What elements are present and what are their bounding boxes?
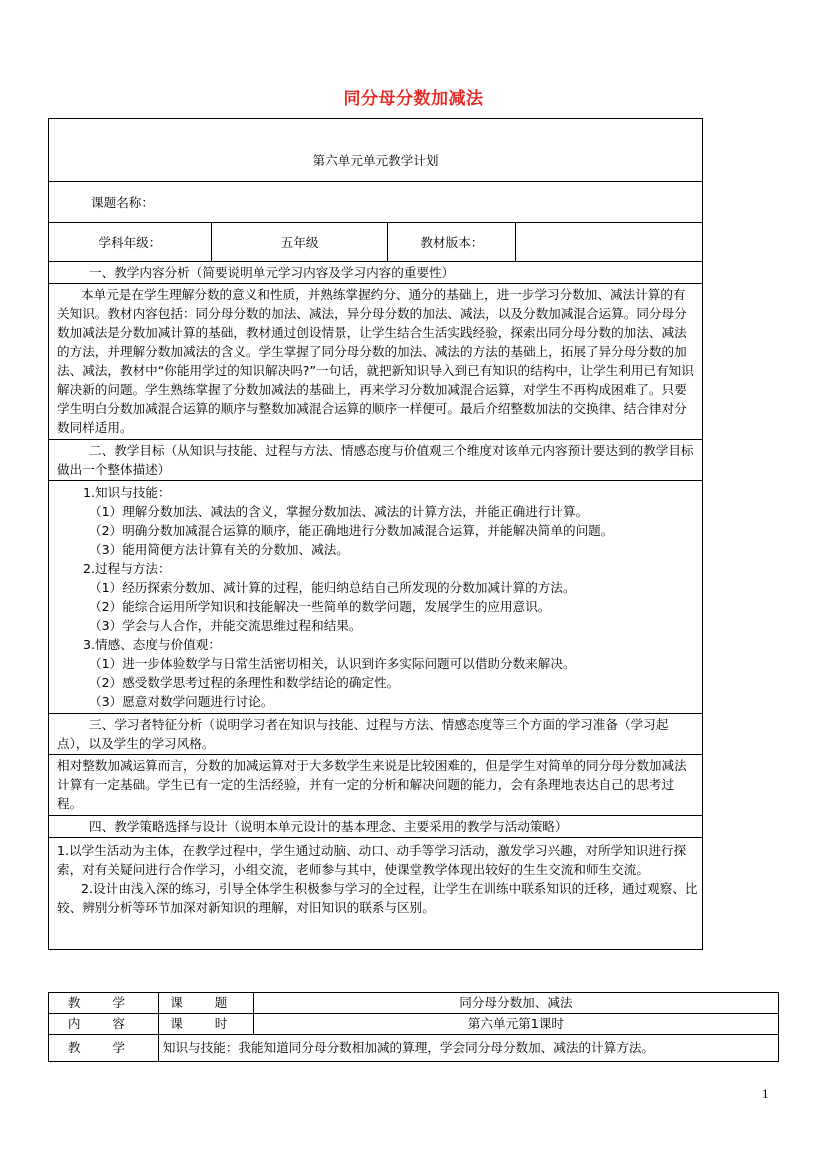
content-analysis-text: 本单元是在学生理解分数的意义和性质，并熟练掌握约分、通分的基础上，进一步学习分数加、减法计算的有关知识。教材内容包括：同分母分数的加法、减法，异分母分数的加法、减法，以及分数加减混合运算。同分母分数加减法是分数加减计算的基础，教材通过创设情景，让学生结合生活实践经验，探索出同分母分数的加法、减法的方法，并理解分数加减法的含义。学生掌握了同分母分数的加法、减法的方法的基础上，拓展了异分母分数的加法、减法，教材中“你能用学过的知识解决吗?”一句话，就把新知识导入到已有知识的结构中，让学生利用已有知识解决新的问题。学生熟练掌握了分数加减法的基础上，再来学习分数加减混合运算，对学生不再构成困难了。只要学生明白分数加减混合运算的顺序与整数加减混合运算的顺序一样便可。最后介绍整数加法的交换律、结合律对分数同样适用。 [57, 287, 694, 435]
objective-group-heading: 2.过程与方法： [83, 561, 171, 576]
learner-analysis-text: 相对整数加减运算而言，分数的加减运算对于大多数学生来说是比较困难的，但是学生对简单的同分母分数加减法计算有一定基础。学生已有一定的生活经验，并有一定的分析和解决问题的能力，会有条理地表达自己的思考过程。 [49, 755, 703, 816]
teaching-content-label-2: 内 容 [49, 1014, 159, 1035]
objective-item: （2）感受数学思考过程的条理性和数学结论的确定性。 [89, 675, 400, 690]
objective-item: （3）愿意对数学问题进行讨论。 [89, 694, 274, 709]
edition-value [516, 223, 703, 262]
objective-item: （1）理解分数加法、减法的含义，掌握分数加法、减法的计算方法，并能正确进行计算。 [89, 504, 589, 519]
topic-value: 同分母分数加、减法 [253, 993, 778, 1014]
unit-plan-table [48, 118, 703, 950]
objective-item: （2）明确分数加减混合运算的顺序，能正确地进行分数加减混合运算，并能解决简单的问题。 [89, 523, 614, 538]
topic-label: 课 题 [158, 993, 253, 1014]
grade-value: 五年级 [211, 223, 388, 262]
period-value: 第六单元第1课时 [253, 1014, 778, 1035]
unit-plan-heading: 第六单元单元教学计划 [49, 119, 703, 182]
document-title: 同分母分数加减法 [343, 89, 484, 109]
objective-item: （1）进一步体验数学与日常生活密切相关，认识到许多实际问题可以借助分数来解决。 [89, 656, 576, 671]
page-number: 1 [762, 1086, 769, 1101]
teaching-content-label-1: 教 学 [49, 993, 159, 1014]
objective-group-heading: 1.知识与技能： [83, 485, 171, 500]
grade-label: 学科年级： [49, 223, 212, 262]
objective-item: （3）能用简便方法计算有关的分数加、减法。 [89, 542, 349, 557]
objective-label: 教 学 [49, 1035, 159, 1062]
strategy-heading: 四、教学策略选择与设计（说明本单元设计的基本理念、主要采用的教学与活动策略） [49, 816, 703, 838]
learner-analysis-heading: 三、学习者特征分析（说明学习者在知识与技能、过程与方法、情感态度等三个方面的学习准备（学习起点），以及学生的学习风格。 [49, 714, 703, 755]
objectives-list [49, 481, 703, 714]
objective-item: （1）经历探索分数加、减计算的过程，能归纳总结自己所发现的分数加减计算的方法。 [89, 580, 576, 595]
strategy-cell [49, 838, 703, 950]
lesson-table [48, 992, 779, 1062]
content-analysis-cell [49, 284, 703, 440]
strategy-paragraph-2: 2.设计由浅入深的练习，引导全体学生积极参与学习的全过程，让学生在训练中联系知识的迁移，通过观察、比较、辨别分析等环节加深对新知识的理解，对旧知识的联系与区别。 [57, 881, 698, 915]
period-label: 课 时 [158, 1014, 253, 1035]
objective-text: 知识与技能：我能知道同分母分数相加减的算理，学会同分母分数加、减法的计算方法。 [158, 1035, 778, 1062]
edition-label: 教材版本： [388, 223, 516, 262]
objectives-heading: 二、教学目标（从知识与技能、过程与方法、情感态度与价值观三个维度对该单元内容预计要达到的教学目标做出一个整体描述） [49, 440, 703, 481]
strategy-paragraph-1: 1.以学生活动为主体，在教学过程中，学生通过动脑、动口、动手等学习活动，激发学习兴趣，对所学知识进行探索，对有关疑问进行合作学习，小组交流，老师参与其中，使课堂教学体现出较好的生生交流和师生交流。 [57, 843, 687, 877]
objective-item: （3）学会与人合作，并能交流思维过程和结果。 [89, 618, 362, 633]
content-analysis-heading: 一、教学内容分析（简要说明单元学习内容及学习内容的重要性） [49, 262, 703, 284]
objective-group-heading: 3.情感、态度与价值观： [83, 637, 221, 652]
topic-name-label: 课题名称： [49, 182, 703, 223]
objective-item: （2）能综合运用所学知识和技能解决一些简单的数学问题，发展学生的应用意识。 [89, 599, 551, 614]
